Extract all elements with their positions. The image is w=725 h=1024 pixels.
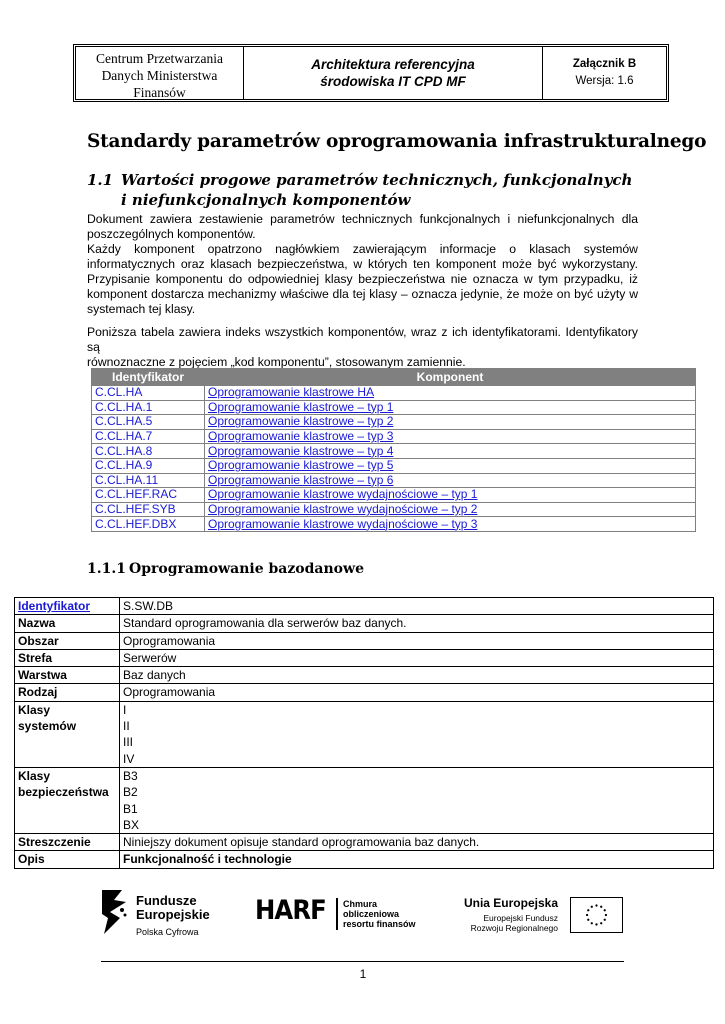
field-label <box>15 767 120 833</box>
field-value: Oprogramowania <box>120 684 714 701</box>
label-line: systemów <box>18 719 77 734</box>
label-line: Klasy <box>18 702 51 717</box>
field-label: Rodzaj <box>15 684 120 701</box>
component-link[interactable]: Oprogramowanie klastrowe – typ 5 <box>205 458 696 473</box>
section-number: 1.1 <box>87 171 114 189</box>
harf-divider <box>336 898 338 930</box>
table-row <box>15 649 714 666</box>
field-value: Baz danych <box>120 667 714 684</box>
table-row <box>92 429 696 444</box>
field-value: Standard oprogramowania dla serwerów baz danych. <box>120 615 714 632</box>
table-row <box>92 517 696 532</box>
component-link[interactable]: Oprogramowanie klastrowe – typ 6 <box>205 473 696 488</box>
component-link[interactable]: Oprogramowanie klastrowe wydajnościowe – typ 3 <box>205 517 696 532</box>
harf-logo: HARF <box>255 895 326 926</box>
ue-sub-line: Europejski Fundusz <box>483 913 558 923</box>
table-row <box>92 444 696 459</box>
table-row <box>15 667 714 684</box>
table-row <box>92 473 696 488</box>
component-id: C.CL.HA.8 <box>92 444 205 459</box>
ue-title: Unia Europejska <box>463 896 558 910</box>
field-label: Streszczenie <box>15 834 120 851</box>
doc-title-line: środowiska IT CPD MF <box>320 74 466 89</box>
eu-flag-icon <box>570 897 623 933</box>
label-line: Klasy <box>18 768 51 783</box>
column-header: Identyfikator <box>92 369 205 386</box>
security-class: B3 <box>123 768 138 783</box>
fundusze-europejskie-text <box>136 894 210 939</box>
field-value: Funkcjonalność i technologie <box>120 851 714 868</box>
doc-title-line: Architektura referencyjna <box>311 57 475 72</box>
component-link[interactable]: Oprogramowanie klastrowe wydajnościowe – typ 2 <box>205 502 696 517</box>
subsection-heading <box>87 561 364 577</box>
fe-line: Fundusze <box>136 893 197 908</box>
field-label: Warstwa <box>15 667 120 684</box>
field-label: Obszar <box>15 632 120 649</box>
harf-sub-line: resortu finansów <box>343 919 416 929</box>
table-row <box>15 615 714 632</box>
security-class: BX <box>123 817 140 832</box>
component-id: C.CL.HA.1 <box>92 400 205 415</box>
table-row <box>92 488 696 503</box>
text-line: Przypisanie komponentu do odpowiedniej klasy bezpieczeństwa nie oznacza w tym przypadku, iż <box>87 272 638 286</box>
component-id: C.CL.HA.5 <box>92 415 205 430</box>
version-label: Wersja: 1.6 <box>575 75 634 87</box>
label-line: bezpieczeństwa <box>18 785 109 800</box>
annex-label: Załącznik B <box>572 58 637 70</box>
security-class: B2 <box>123 785 138 800</box>
intro-paragraph <box>87 212 638 317</box>
component-index-table <box>91 368 696 532</box>
harf-sub-line: Chmura <box>343 899 378 909</box>
field-value <box>120 701 714 767</box>
component-link[interactable]: Oprogramowanie klastrowe – typ 4 <box>205 444 696 459</box>
text-line: poszczególnych komponentów. <box>87 227 256 241</box>
component-link[interactable]: Oprogramowanie klastrowe wydajnościowe – typ 1 <box>205 488 696 503</box>
component-id: C.CL.HEF.SYB <box>92 502 205 517</box>
subsection-number: 1.1.1 <box>87 561 126 577</box>
header-doc-title <box>244 47 543 99</box>
table-row <box>92 502 696 517</box>
table-row <box>15 684 714 701</box>
component-id: C.CL.HEF.RAC <box>92 488 205 503</box>
org-line: Finansów <box>133 85 186 100</box>
field-label: Strefa <box>15 649 120 666</box>
table-row <box>15 598 714 615</box>
table-row <box>92 458 696 473</box>
component-id: C.CL.HA.7 <box>92 429 205 444</box>
field-label: Nazwa <box>15 615 120 632</box>
security-class: B1 <box>123 801 138 816</box>
text-line: Dokument zawiera zestawienie parametrów technicznych funkcjonalnych i niefunkcjonalnych dla <box>87 212 638 226</box>
fe-line: Europejskie <box>136 907 210 922</box>
component-id: C.CL.HA.11 <box>92 473 205 488</box>
header-annex <box>543 47 666 99</box>
text-line: systemach tej klasy. <box>87 302 196 316</box>
text-line: Poniższa tabela zawiera indeks wszystkich komponentów, wraz z ich identyfikatorami. Identyfikatory są <box>87 325 638 354</box>
field-value: Niniejszy dokument opisuje standard oprogramowania baz danych. <box>120 834 714 851</box>
header-organization <box>76 47 244 99</box>
text-line: komponent dostarcza mechanizmy właściwe dla tej klasy – oznacza jedynie, że może on być użyty w <box>87 287 638 301</box>
field-value <box>120 767 714 833</box>
component-link[interactable]: Oprogramowanie klastrowe – typ 3 <box>205 429 696 444</box>
document-header <box>73 44 669 102</box>
harf-sub-line: obliczeniowa <box>343 909 400 919</box>
footer-divider <box>101 961 624 962</box>
text-line: równoznaczne z pojęciem „kod komponentu”, stosowanym zamiennie. <box>87 355 466 369</box>
section-heading <box>87 170 632 210</box>
page-number: 1 <box>359 967 367 981</box>
system-class: I <box>123 702 127 717</box>
field-value: S.SW.DB <box>120 598 714 615</box>
fe-subtitle: Polska Cyfrowa <box>136 927 199 937</box>
page-title: Standardy parametrów oprogramowania infrastrukturalnego <box>87 131 707 152</box>
index-intro-paragraph <box>87 325 638 370</box>
system-class: III <box>123 735 134 750</box>
component-link[interactable]: Oprogramowanie klastrowe – typ 1 <box>205 400 696 415</box>
org-line: Danych Ministerstwa <box>101 68 218 83</box>
component-id: C.CL.HA.9 <box>92 458 205 473</box>
system-class: IV <box>123 751 135 766</box>
table-row <box>15 834 714 851</box>
text-line: informatycznych oraz klasach bezpieczeństwa, w których ten komponent może być wykorzystany. <box>87 257 638 271</box>
table-row <box>92 386 696 401</box>
component-id: C.CL.HA <box>92 386 205 401</box>
system-class: II <box>123 719 130 734</box>
field-label <box>15 701 120 767</box>
table-row <box>92 415 696 430</box>
table-row <box>15 767 714 833</box>
table-row <box>15 701 714 767</box>
ue-sub-line: Rozwoju Regionalnego <box>470 923 558 933</box>
harf-subtitle <box>343 899 416 929</box>
table-row <box>92 400 696 415</box>
text-line: Każdy komponent opatrzono nagłówkiem zawierającym informacje o klasach systemów <box>87 242 638 256</box>
org-line: Centrum Przetwarzania <box>95 51 224 66</box>
table-row <box>15 851 714 868</box>
component-link[interactable]: Oprogramowanie klastrowe HA <box>205 386 696 401</box>
field-value: Serwerów <box>120 649 714 666</box>
unia-europejska-text <box>462 896 558 933</box>
fundusze-europejskie-logo-icon <box>100 888 130 936</box>
identifier-link[interactable]: Identyfikator <box>18 599 91 613</box>
field-value: Oprogramowania <box>120 632 714 649</box>
component-link[interactable]: Oprogramowanie klastrowe – typ 2 <box>205 415 696 430</box>
section-title-line: i niefunkcjonalnych komponentów <box>121 191 411 209</box>
table-header-row <box>92 369 696 386</box>
table-row <box>15 632 714 649</box>
component-details-table <box>14 597 714 869</box>
column-header: Komponent <box>205 369 696 386</box>
section-title-line: Wartości progowe parametrów technicznych, funkcjonalnych <box>121 171 633 189</box>
component-id: C.CL.HEF.DBX <box>92 517 205 532</box>
field-label: Opis <box>15 851 120 868</box>
field-label <box>15 598 120 615</box>
subsection-title: Oprogramowanie bazodanowe <box>129 561 364 577</box>
